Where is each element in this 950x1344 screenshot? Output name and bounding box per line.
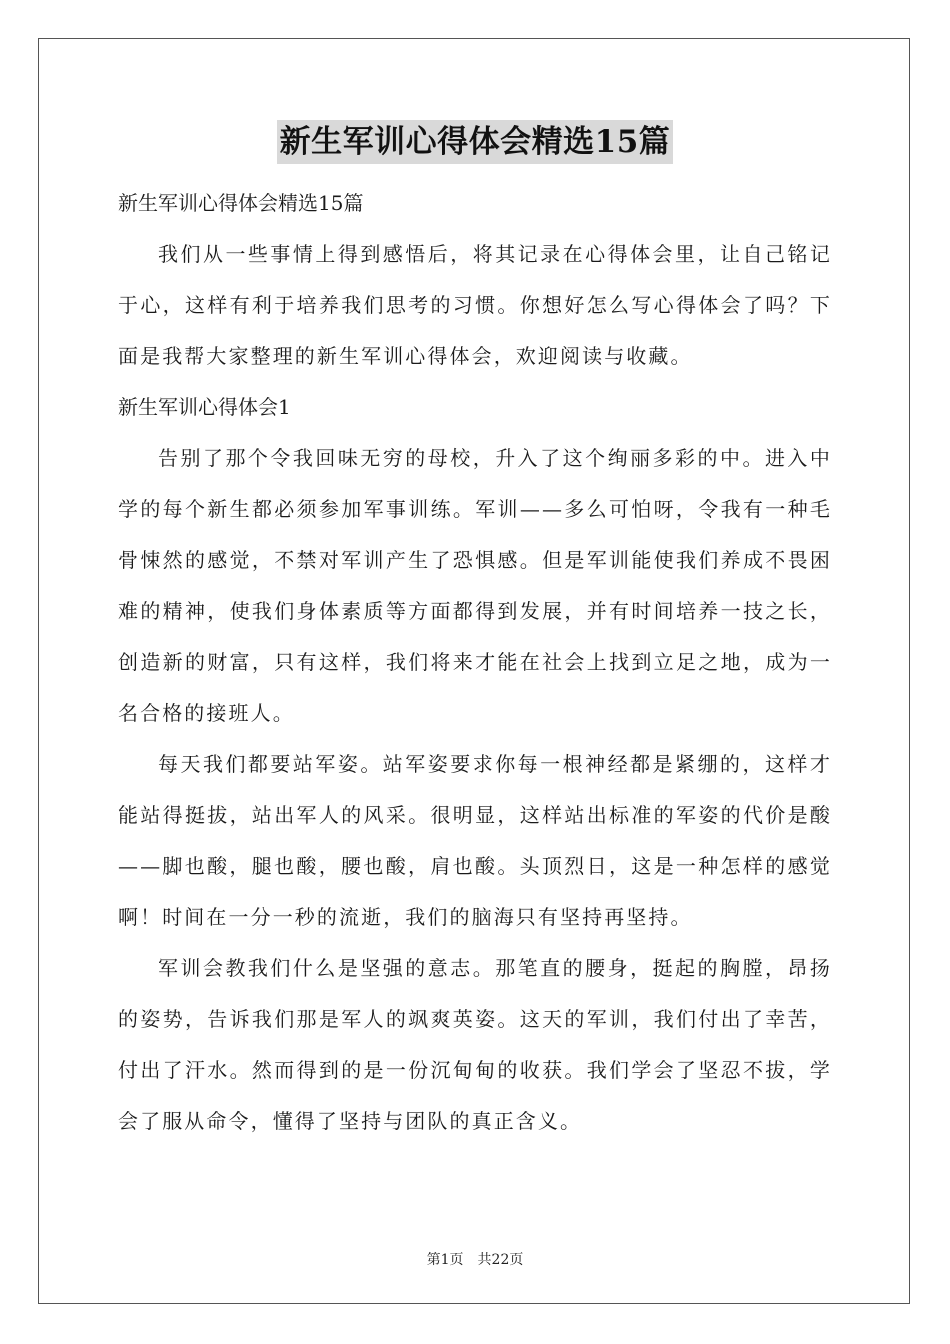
body-paragraph-2: 每天我们都要站军姿。站军姿要求你每一根神经都是紧绷的，这样才能站得挺拔，站出军人的风采。很明显，这样站出标准的军姿的代价是酸——脚也酸，腿也酸，腰也酸，肩也酸。头顶烈日，这是一种怎样的感觉啊！时间在一分一秒的流逝，我们的脑海只有坚持再坚持。 [118,752,832,929]
body-paragraph-1: 告别了那个令我回味无穷的母校，升入了这个绚丽多彩的中。进入中学的每个新生都必须参加军事训练。军训——多么可怕呀，令我有一种毛骨悚然的感觉，不禁对军训产生了恐惧感。但是军训能使我们养成不畏困难的精神，使我们身体素质等方面都得到发展，并有时间培养一技之长，创造新的财富，只有这样，我们将来才能在社会上找到立足之地，成为一名合格的接班人。 [118,446,832,725]
document-subtitle: 新生军训心得体会精选15篇 [118,191,364,215]
title-container [118,120,832,176]
page-number-footer: 第1页 共22页 [426,1252,524,1268]
document-title: 新生军训心得体会精选15篇 [277,120,674,164]
body-paragraph-3: 军训会教我们什么是坚强的意志。那笔直的腰身，挺起的胸膛，昂扬的姿势，告诉我们那是军人的飒爽英姿。这天的军训，我们付出了幸苦，付出了汗水。然而得到的是一份沉甸甸的收获。我们学会了坚忍不拔，学会了服从命令，懂得了坚持与团队的真正含义。 [118,956,832,1133]
document-body [118,120,832,1147]
section-heading: 新生军训心得体会1 [118,395,291,419]
intro-paragraph: 我们从一些事情上得到感悟后，将其记录在心得体会里，让自己铭记于心，这样有利于培养我们思考的习惯。你想好怎么写心得体会了吗？下面是我帮大家整理的新生军训心得体会，欢迎阅读与收藏。 [118,242,832,368]
